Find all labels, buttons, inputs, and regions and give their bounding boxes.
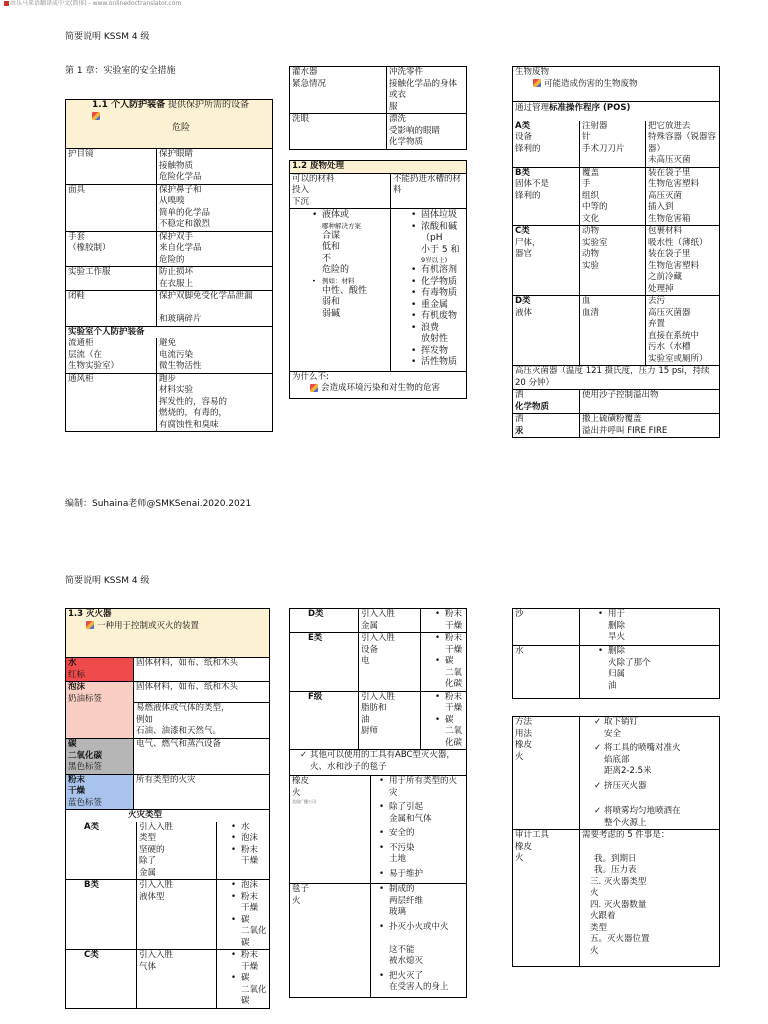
audit-item: 我。压力表 [594, 865, 637, 875]
bio-class-name: C类 [515, 226, 530, 236]
extinguisher-type-row [66, 774, 269, 810]
extinguisher-use-text2: 易燃液体或气体的类型， 例如 石油、油漆和天然气。 [134, 702, 269, 738]
list-item: ✓ 将喷雾均匀地喷洒在 整个火源上 [594, 806, 717, 829]
spill-chem-label1: 洒 [515, 390, 524, 400]
ppe-desc [156, 291, 272, 326]
waste-item: • 浓酸和碱 [411, 222, 464, 234]
list-item: • 不污染 土地 [379, 843, 464, 866]
wash-desc-line: 服 [389, 101, 398, 112]
spill-hg-label2: 汞 [515, 425, 524, 436]
ppe-desc-line: 从嗅嗅 [159, 196, 185, 206]
bio-class-sub: 尸体， 器官 [515, 237, 541, 259]
bio-waste-table [512, 66, 720, 438]
sand-desc: • 用于 删除 旱火 [598, 609, 717, 644]
ppe-desc-line: 保护双手 [159, 231, 194, 242]
fire-class: B类 [84, 880, 99, 890]
ext-desc: 一种用于控制或灭火的装置 [97, 620, 200, 631]
extinguisher-type-row [66, 738, 269, 774]
wash-desc-line: 漂洗 [389, 114, 407, 124]
method-list [594, 717, 717, 829]
fire-extinguisher: • 粉末 干燥 [435, 633, 464, 656]
waste-item: 弱和 [322, 297, 341, 307]
waste-item: 哪种解决方案 [322, 221, 361, 230]
ppe-desc-line: 保护双脚免受化学品泄漏 [159, 291, 253, 301]
bio-class-row [513, 295, 719, 365]
bio-handling: 把它放进去 特殊容器（锐器容 器） 未高压灭菌 [645, 121, 719, 167]
fire-desc: 引入入胜 液体型 [136, 880, 216, 949]
ppe-desc-line: 防止损坏 [159, 267, 194, 277]
ppe-row [66, 338, 272, 373]
fire-extinguisher: • 泡沫 [231, 833, 267, 845]
ppe-item: 面具 [68, 184, 86, 195]
fire-extinguishers [216, 880, 269, 949]
ppe-desc-line: 在衣服上 [159, 278, 194, 289]
ppe-danger: 危险 [171, 123, 190, 133]
fire-extinguisher: • 碳 二氧化碳 [435, 656, 464, 691]
waste-item: 小于 5 和 [421, 244, 460, 255]
fire-extinguisher: • 泡沫 [231, 880, 267, 892]
fire-class-row [290, 609, 466, 632]
why-question: 为什么不: [292, 371, 329, 382]
extinguisher-use-text: 所有类型的火灾 [136, 774, 196, 785]
ppe-desc-line: 跑步 [159, 373, 177, 384]
fire-class: D类 [308, 609, 324, 619]
waste-item: • 液体或 [312, 210, 388, 222]
hand-icon [533, 79, 541, 87]
audit-intro: 需要考虑的 5 件事是： [582, 830, 670, 840]
audit-item: 四. 灭火器数量 火跟着 类型 [590, 899, 647, 933]
fire-class-rows-2 [290, 609, 466, 749]
fire-class-row [290, 691, 466, 750]
bio-class-row [513, 167, 719, 226]
list-item: ✓ 取下销钉 安全 [594, 717, 717, 740]
extinguisher-type-row [66, 658, 269, 681]
fire-extinguisher: • 粉末 干燥 [231, 892, 267, 915]
ppe-row [66, 290, 272, 326]
fire-class-row [290, 632, 466, 691]
fire-extinguisher: • 粉末 干燥 [231, 950, 267, 973]
pos-title: 标准操作程序 (POS) [549, 103, 631, 113]
ppe-desc-line: 保护鼻子和 [159, 184, 202, 195]
fire-extinguisher: • 水 [231, 822, 267, 834]
blanket-name: 毯子 火 [292, 884, 310, 906]
lab-ppe-title: 实验室个人防护装备 [66, 326, 272, 339]
ppe-row [66, 184, 272, 231]
extinguisher-name [66, 775, 133, 810]
bio-handling: 包裹材料 吸水性（薄纸） 装在袋子里 生物危害塑料 之前冷藏 处理掉 [645, 226, 719, 295]
ppe-item: 手套 （橡胶制） [68, 231, 111, 253]
extinguisher-name [66, 739, 133, 774]
rubber-list [379, 776, 464, 880]
audit-item: 我。到期日 [594, 853, 637, 864]
bio-items: 动物 实验室 动物 实验 [579, 226, 645, 295]
extinguisher-type: 水 [68, 658, 77, 668]
list-item [594, 795, 717, 803]
fire-extinguishers [420, 692, 466, 750]
wash-desc-line: 接触化学品的身体或衣 [389, 78, 458, 100]
ppe-desc-line: 不稳定和激烈 [159, 219, 211, 229]
pos-prefix: 通过管理 [515, 103, 550, 113]
spill-hg-label1: 洒 [515, 414, 524, 424]
bio-class [513, 168, 579, 226]
why-answer: 会造成环境污染和对生物的危害 [321, 383, 441, 393]
ppe-desc-line: 挥发性的，容易的 [159, 396, 228, 407]
ppe-item: 通风柜 [68, 373, 94, 384]
fire-class: A类 [84, 821, 100, 832]
wash-table [289, 66, 467, 150]
wash-desc-line: 受影响的眼睛 [389, 125, 441, 136]
method-name: 方法 用法 橡皮 火 [515, 717, 533, 762]
list-item: • 易于维护 [379, 869, 464, 881]
ppe-rows [66, 149, 272, 326]
fire-extinguisher: • 碳 二氧化碳 [231, 915, 267, 950]
ppe-desc-line: 保护眼睛 [159, 149, 194, 159]
extinguisher-type: 碳 二氧化碳 [68, 739, 103, 761]
extinguisher-use-text: 电气、燃气和蒸汽设备 [136, 739, 222, 749]
waste-item: 危险的 [322, 265, 350, 275]
waste-item: 低和 [322, 242, 341, 252]
audit-item: 五。灭火器位置 火 [590, 934, 650, 956]
ppe-desc-line: 微生物活性 [159, 361, 202, 371]
ppe-desc [156, 149, 272, 184]
bio-items: 覆盖 手 组织 中等的 文化 [579, 168, 645, 226]
watermark[interactable]: 由乐马来语翻译成中文(简体) - www.onlinedoctranslator.com [4, 0, 181, 8]
pdf-icon [4, 1, 9, 6]
extinguisher-use [133, 775, 269, 810]
ppe-item: 护目镜 [68, 149, 94, 159]
audit-list [582, 854, 717, 958]
ppe-desc [156, 267, 272, 290]
spill-chem-desc: 使用沙子控制溢出物 [579, 390, 719, 413]
bio-items: 注射器 针 手术刀刀片 [579, 121, 645, 167]
water-name: 水 [515, 646, 524, 656]
spill-hg-desc: 撒上硫磺粉覆盖 溢出并呼叫 FIRE FIRE [579, 414, 719, 437]
rubber-tiny: 美国广播公司 [292, 799, 316, 804]
list-item: • 安全的 [379, 828, 464, 840]
fire-class: E类 [308, 633, 323, 643]
ppe-desc-line: 材料实验 [159, 385, 194, 395]
waste-item: • 重金属 [411, 300, 464, 312]
ppe-desc-line: 简单的化学品 [159, 207, 211, 218]
footer-credit: 编制：Suhaina老师@SMKSenai.2020.2021 [65, 499, 252, 509]
bio-title: 生物废物 [515, 67, 550, 77]
ppe-desc-line: 接触物质 [159, 160, 194, 171]
chapter-title: 第 1 章：实验室的安全措施 [65, 66, 176, 76]
ppe-desc-line: 危险的 [159, 254, 185, 265]
bio-class [513, 121, 579, 167]
ppe-desc-line: 有腐蚀性和臭味 [159, 419, 219, 430]
bio-class-name: D类 [515, 296, 531, 306]
fire-class-row [66, 949, 269, 1008]
waste-item: • 有毒物质 [411, 288, 464, 300]
fire-class-rows [66, 822, 269, 1008]
waste-col2: 不能扔进水槽的材料 [390, 174, 466, 209]
waste-item: • 有机溶剂 [411, 265, 464, 277]
bio-class-row [513, 121, 719, 167]
ppe-desc-line: 和玻璃碎片 [159, 314, 202, 324]
water-desc: • 删除 火除了那个 归属 油 [598, 646, 717, 692]
ppe-desc-line: 危险化学品 [159, 172, 202, 182]
ppe-item: 流通柜 层流（在 生物实验室） [68, 338, 120, 371]
sand-water-table [512, 608, 720, 699]
method-audit-table [512, 716, 720, 967]
blanket-list [379, 884, 464, 994]
waste-item: 中性、酸性 [322, 285, 368, 296]
waste-item: 9岁以上) [421, 256, 448, 264]
ppe-desc [156, 338, 272, 373]
extinguisher-use-text: 固体材料，如布、纸和木头 [136, 658, 239, 668]
fire-extinguishers [216, 822, 269, 880]
bio-handling: 装在袋子里 生物危害塑料 高压灭菌 插入到 生物危害箱 [645, 168, 719, 226]
fire-desc: 引入入胜 类型 坚硬的 除了 金属 [136, 822, 216, 880]
ppe-desc [156, 185, 272, 231]
wash-desc-line: 化学物质 [389, 137, 424, 147]
wash-row [290, 113, 466, 149]
waste-item: 不 [322, 253, 332, 264]
fire-desc: 引入入胜 气体 [136, 950, 216, 1008]
autoclave-note: 高压灭菌器（温度 121 摄氏度，压力 15 psi，持续 20 分钟） [513, 365, 719, 389]
extinguisher-use [133, 658, 269, 681]
ppe-desc-line: 避免 [159, 338, 177, 348]
waste-item: • 活性物质 [411, 357, 464, 369]
waste-item: 放射性 [421, 334, 449, 344]
bio-class-sub: 液体 [515, 307, 533, 318]
ppe-desc-line: 来自化学品 [159, 243, 202, 253]
sand-name: 沙 [515, 609, 524, 619]
ppe-desc-line: 电流污染 [159, 349, 194, 360]
fire-extinguishers [420, 633, 466, 691]
fire-extinguisher: • 粉末 干燥 [231, 845, 267, 868]
extinguisher-types [66, 658, 269, 809]
extinguisher-label: 蓝色标签 [68, 797, 103, 808]
wash-desc-line: 冲洗零件 [389, 67, 424, 77]
extinguisher-label: 黑色标签 [68, 762, 103, 772]
wash-item: 灌水器 紧急情况 [292, 67, 327, 89]
bio-class-rows [513, 121, 719, 366]
audit-item: 三. 灭火器类型 火 [590, 876, 647, 898]
fire-class: F级 [308, 691, 323, 702]
ppe-row [66, 373, 272, 432]
extinguisher-label: 红标 [68, 669, 86, 680]
fire-desc: 引入入胜 脂肪和 油 厨师 [358, 692, 420, 750]
list-item: • 除了引起 金属和气体 [379, 802, 464, 825]
extinguisher-label: 奶油标签 [68, 693, 103, 704]
list-item: • 把火灭了 在受害人的身上 [379, 971, 464, 994]
ppe-row [66, 266, 272, 290]
fire-extinguisher: • 碳 二氧化碳 [435, 715, 464, 750]
extinguisher-type: 粉末 干燥 [68, 774, 86, 796]
page1-header: 简要说明 KSSM 4 级 [65, 32, 150, 42]
audit-name: 审计工具 橡皮 火 [515, 830, 550, 863]
waste-item: 弱碱 [322, 308, 341, 319]
ppe-desc [156, 232, 272, 267]
waste-table [289, 160, 467, 399]
ppe-row [66, 149, 272, 184]
ppe-title-desc: 提供保护所需的设备 [165, 100, 249, 110]
bio-class-name: A类 [515, 120, 531, 131]
bio-items: 血 血清 [579, 296, 645, 365]
fire-extinguishers [216, 950, 269, 1008]
rubber-name: 橡皮 火 [292, 776, 310, 798]
extinguisher-name [66, 658, 133, 681]
bio-class-name: B类 [515, 167, 530, 178]
waste-col1: 可以的材料 投入 下沉 [292, 173, 335, 207]
waste-item: • 固体垃圾 [411, 210, 464, 222]
fire-class-row [66, 822, 269, 880]
fire-desc: 引入入胜 设备 电 [358, 633, 420, 691]
bio-class-sub: 设备 锋利的 [515, 132, 541, 154]
fire-class-row [66, 879, 269, 949]
ppe-desc-line [159, 303, 270, 315]
waste-item: （pH [421, 233, 443, 243]
ppe-table [65, 99, 273, 432]
extinguisher-table [65, 608, 270, 1009]
extinguisher-type: 泡沫 [68, 682, 86, 692]
lab-ppe-rows [66, 338, 272, 431]
list-item: • 制成的 两层纤维 玻璃 [379, 884, 464, 919]
bio-class-sub: 固体不是 锋利的 [515, 179, 550, 201]
spill-chem-label2: 化学物质 [515, 401, 550, 412]
hand-icon [310, 384, 318, 392]
fire-extinguisher: • 碳 二氧化碳 [231, 973, 267, 1008]
bio-class [513, 296, 579, 365]
fire-desc: 引入入胜 金属 [358, 609, 420, 632]
bio-class-row [513, 225, 719, 295]
fire-tools-table [289, 608, 467, 998]
waste-title: 1.2 废物处理 [290, 161, 466, 174]
fire-extinguishers [420, 609, 466, 632]
extinguisher-name [66, 682, 133, 738]
waste-item: • 浪费 [411, 323, 464, 335]
can-list [312, 210, 388, 320]
ppe-title: 1.1 个人防护装备 [92, 100, 166, 110]
wash-row [290, 67, 466, 113]
list-item: ✓ 将工具的喷嘴对准火 焰底部 距离2-2.5米 [594, 743, 717, 778]
extinguisher-use [133, 682, 269, 738]
ppe-row [66, 231, 272, 267]
hand-icon [86, 621, 94, 629]
waste-item: • 挥发物 [411, 346, 464, 358]
fire-types-title: 火灾类型 [66, 809, 269, 822]
list-item: • 扑灭小火或中火 这不能 被水熄灭 [379, 922, 464, 968]
fire-class: C类 [84, 950, 99, 960]
other-tools: ✓ 其他可以使用的工具有ABC型灭火器， 火、水和沙子的毯子 [300, 750, 464, 773]
extinguisher-use [133, 739, 269, 774]
fire-extinguisher: • 粉末 干燥 [435, 692, 464, 715]
ppe-desc [156, 374, 272, 432]
hand-icon [92, 112, 100, 120]
ppe-item: 实验工作服 [68, 267, 111, 277]
waste-item: • 有机废物 [411, 311, 464, 323]
list-item: • 用于所有类型的火灾 [379, 776, 464, 799]
bio-desc: 可能造成伤害的生物废物 [544, 78, 638, 89]
bio-class [513, 226, 579, 295]
ppe-desc-line: 燃烧的，有毒的， [159, 408, 228, 418]
list-item: ✓ 挤压灭火器 [594, 781, 717, 793]
wash-desc [386, 114, 466, 149]
bio-handling: 去污 高压灭菌器 弃置 直接在系统中 污水（水槽 实验室或厕所） [645, 296, 719, 365]
ext-title: 1.3 灭火器 [68, 609, 112, 619]
waste-item: • 例如：材料 [312, 277, 388, 286]
ppe-item: 闭鞋 [68, 291, 86, 301]
extinguisher-type-row [66, 681, 269, 738]
cannot-list [411, 210, 464, 369]
extinguisher-use-text: 固体材料，如布、纸和木头 [136, 682, 239, 692]
page2-header: 简要说明 KSSM 4 级 [65, 576, 150, 586]
wash-desc [386, 67, 466, 113]
wash-item: 洗眼 [292, 114, 310, 124]
waste-item: 合谋 [322, 230, 341, 241]
waste-item: • 化学物质 [411, 277, 464, 289]
fire-extinguisher: • 粉末 干燥 [435, 609, 464, 632]
